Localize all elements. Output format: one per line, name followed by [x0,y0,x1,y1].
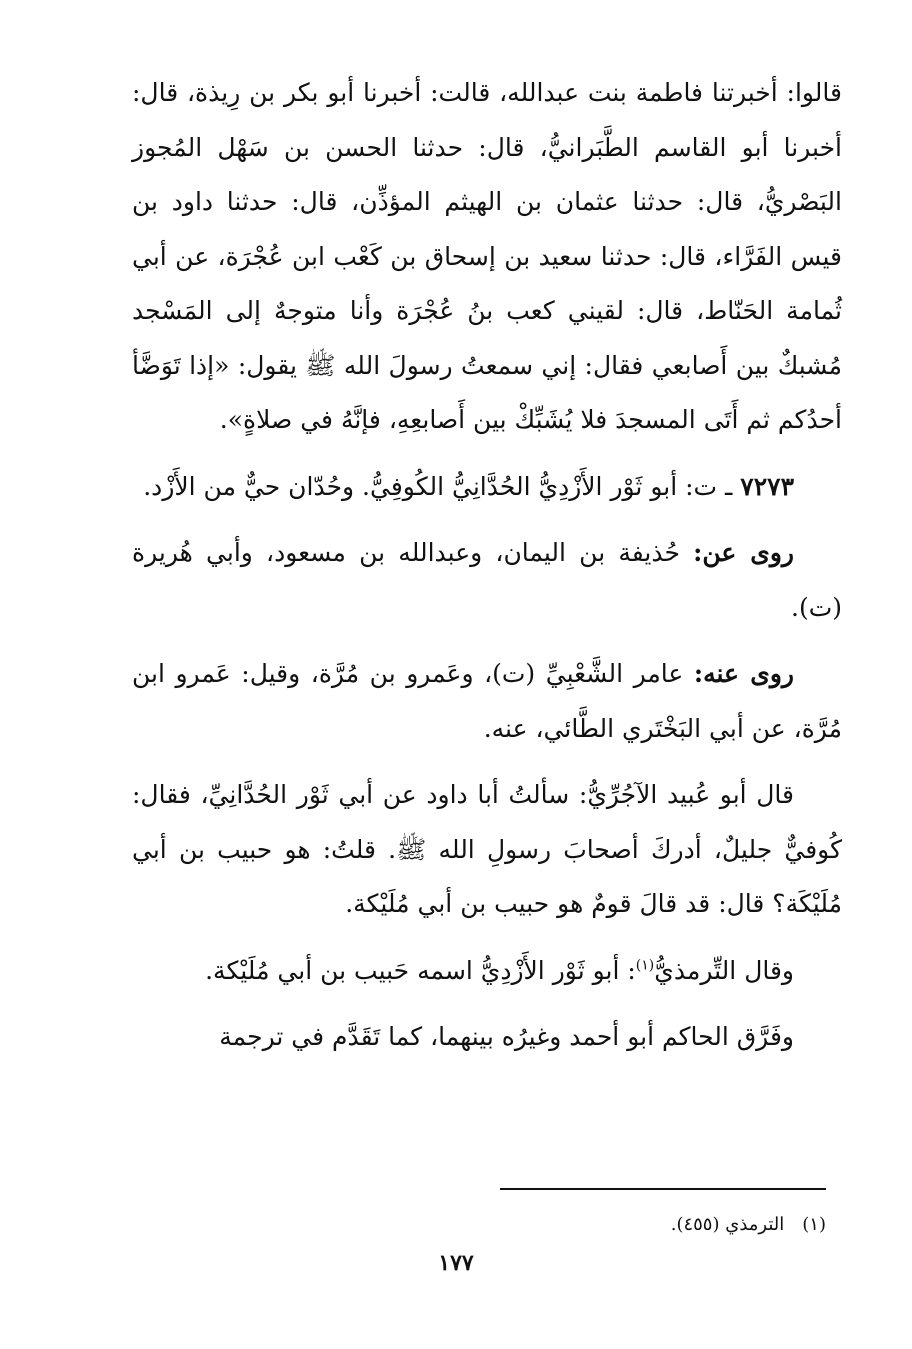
page-number: ١٧٧ [438,1250,474,1276]
rawa-an-text: حُذيفة بن اليمان، وعبدالله بن مسعود، وأبي هُريرة (ت). [132,538,842,622]
entry-number: ٧٢٧٣ [740,471,794,501]
paragraph-hakim: وفَرَّق الحاكم أبو أحمد وغيرُه بينهما، كما تَقَدَّم في ترجمة [219,1022,794,1051]
paragraph-tirmidhi [132,944,842,999]
footnote-text: الترمذي (٤٥٥). [670,1214,785,1235]
entry-heading-text: ـ ت: أبو ثَوْر الأَزْدِيُّ الحُدَّانِيُّ الكُوفِيُّ. وحُدّان حيٌّ من الأَزْد. [143,471,741,501]
paragraph-ajurri: قال أبو عُبيد الآجُرِّيُّ: سألتُ أبا داود عن أبي ثَوْر الحُدَّانِيِّ، فقال: كُوفيٌّ جليلٌ، أدركَ أصحابَ رسولِ الله ﷺ. قلتُ: هو حبيب بن أبي مُلَيْكَة؟ قال: قد قالَ قومٌ هو حبيب بن أبي مُلَيْكة. [132,780,842,918]
footnote-divider [500,1188,826,1190]
paragraph-rawa-an [132,526,842,635]
tirmidhi-text-before: وقال التِّرمذيُّ [654,955,794,985]
paragraph-rawa-anhu [132,647,842,756]
footnote [126,1210,826,1240]
rawa-anhu-label: روى عنه: [693,659,794,688]
entry-heading [132,460,842,515]
rawa-an-label: روى عن: [693,538,794,567]
rawa-anhu-text: عامر الشَّعْبِيِّ (ت)، وعَمرو بن مُرَّة، وقيل: عَمرو ابن مُرَّة، عن أبي البَخْتَري الطَّائي، عنه. [132,659,842,743]
footnote-reference[interactable]: (١) [635,957,655,974]
footnote-number: (١) [802,1214,826,1235]
paragraph-isnad: قالوا: أخبرتنا فاطمة بنت عبدالله، قالت: أخبرنا أبو بكر بن رِيذة، قال: أخبرنا أبو القاسم الطَّبَرانيُّ، قال: حدثنا الحسن بن سَهْل المُجوز البَصْريُّ، قال: حدثنا عثمان بن الهيثم المؤذِّن، قال: حدثنا داود بن قيس الفَرَّاء، قال: حدثنا سعيد بن إسحاق بن كَعْب ابن عُجْرَة، عن أبي ثُمامة الحَنّاط، قال: لقيني كعب بنُ عُجْرَة وأنا متوجهٌ إلى المَسْجد مُشبكٌ بين أَصابعي فقال: إني سمعتُ رسولَ الله ﷺ يقول: «إذا تَوَضَّأ أحدُكم ثم أَتَى المسجدَ فلا يُشَبِّكْ بين أَصابعِهِ، فإنَّهُ في صلاةٍ». [132,78,842,434]
tirmidhi-text-after: : أبو ثَوْر الأَزْدِيُّ اسمه حَبيب بن أبي مُلَيْكة. [205,955,636,985]
page-body [132,66,842,1065]
